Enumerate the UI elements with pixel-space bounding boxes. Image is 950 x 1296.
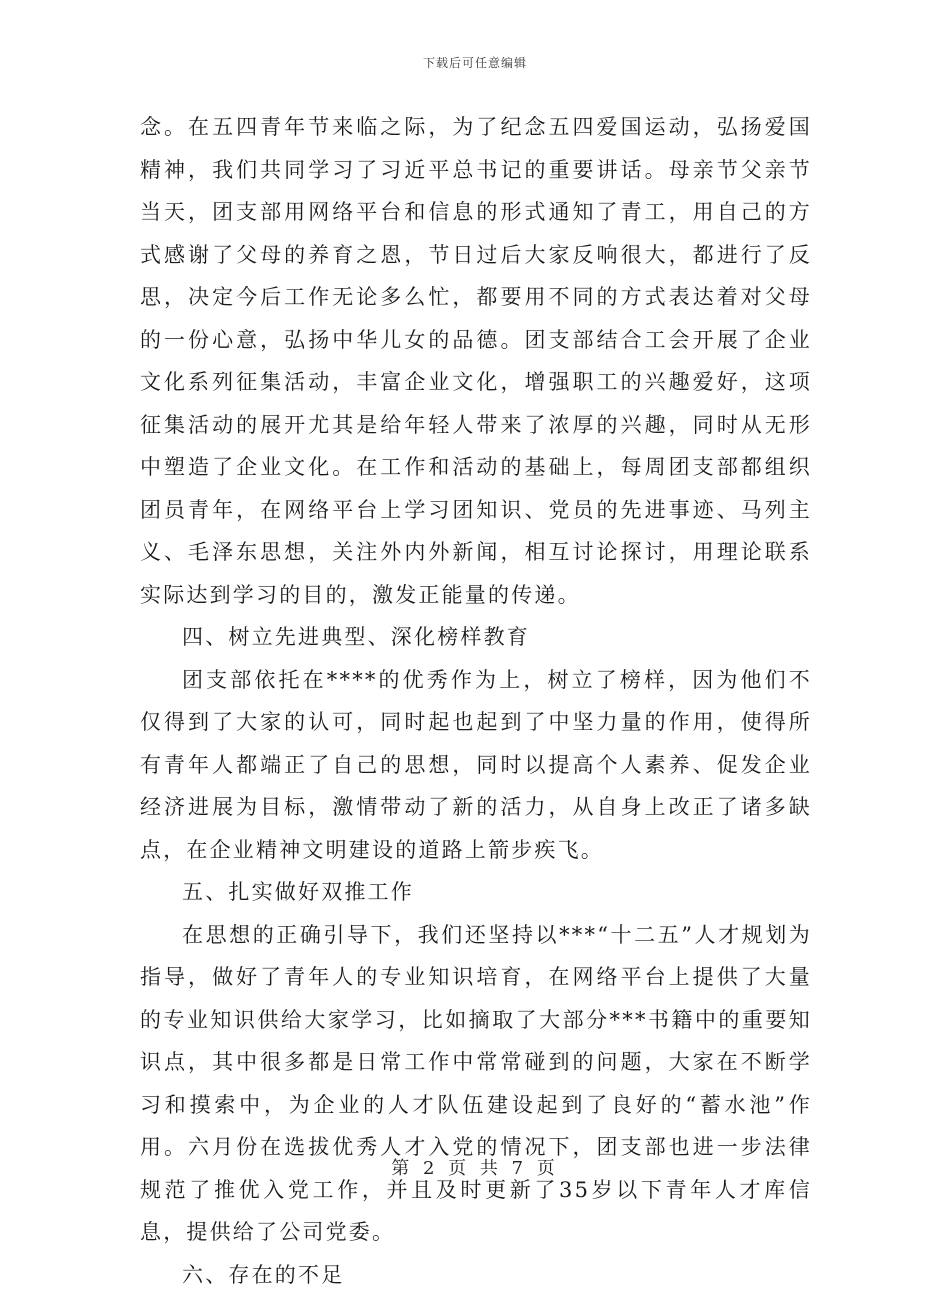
section-heading-6: 六、存在的不足	[140, 1254, 812, 1296]
document-body	[140, 106, 812, 1296]
page-header: 下载后可任意编辑	[0, 54, 950, 71]
paragraph-section-5: 在思想的正确引导下，我们还坚持以***“十二五”人才规划为指导，做好了青年人的专业知识培育，在网络平台上提供了大量的专业知识供给大家学习，比如摘取了大部分***书籍中的重要知识点，其中很多都是日常工作中常常碰到的问题，大家在不断学习和摸索中，为企业的人才队伍建设起到了良好的“蓄水池”作用。六月份在选拔优秀人才入党的情况下，团支部也进一步法律规范了推优入党工作，并且及时更新了35岁以下青年人才库信息，提供给了公司党委。	[140, 914, 812, 1254]
page-number: 第 2 页 共 7 页	[0, 1154, 950, 1180]
paragraph-continued: 念。在五四青年节来临之际，为了纪念五四爱国运动，弘扬爱国精神，我们共同学习了习近平总书记的重要讲话。母亲节父亲节当天，团支部用网络平台和信息的形式通知了青工，用自己的方式感谢了父母的养育之恩，节日过后大家反响很大，都进行了反思，决定今后工作无论多么忙，都要用不同的方式表达着对父母的一份心意，弘扬中华儿女的品德。团支部结合工会开展了企业文化系列征集活动，丰富企业文化，增强职工的兴趣爱好，这项征集活动的展开尤其是给年轻人带来了浓厚的兴趣，同时从无形中塑造了企业文化。在工作和活动的基础上，每周团支部都组织团员青年，在网络平台上学习团知识、党员的先进事迹、马列主义、毛泽东思想，关注外内外新闻，相互讨论探讨，用理论联系实际达到学习的目的，激发正能量的传递。	[140, 106, 812, 616]
section-heading-4: 四、树立先进典型、深化榜样教育	[140, 616, 812, 659]
section-heading-5: 五、扎实做好双推工作	[140, 871, 812, 914]
paragraph-section-4: 团支部依托在****的优秀作为上，树立了榜样，因为他们不仅得到了大家的认可，同时起也起到了中坚力量的作用，使得所有青年人都端正了自己的思想，同时以提高个人素养、促发企业经济进展为目标，激情带动了新的活力，从自身上改正了诸多缺点，在企业精神文明建设的道路上箭步疾飞。	[140, 659, 812, 872]
